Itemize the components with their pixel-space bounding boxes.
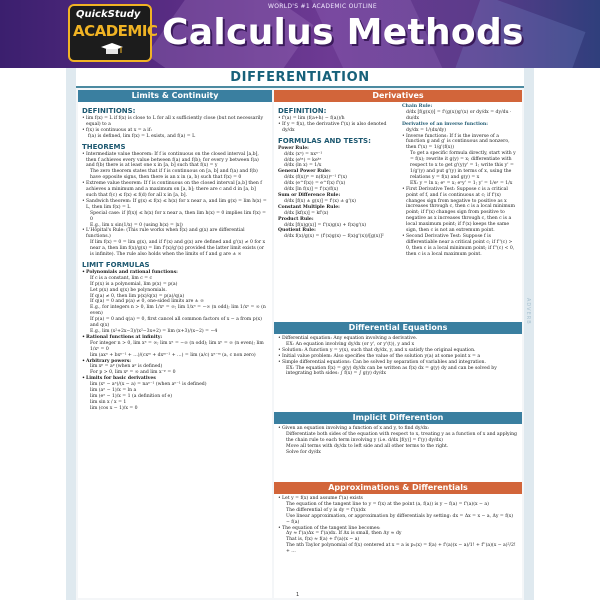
definitions-heading: DEFINITIONS:	[82, 107, 136, 115]
formula-line: d/dx [f(x) ± g(x)] = f'(x) ± g'(x)	[284, 198, 356, 204]
formula-line: d/dx [ln f(x)] = f'(x)/f(x)	[284, 187, 339, 193]
formula-line: General Power Rule:	[278, 169, 331, 175]
limit-line: • Arbitrary powers:	[82, 359, 268, 365]
page-number: 1	[296, 592, 300, 598]
right-line: • Inverse functions: If f is the inverse of a function g and g' is continuous and nonzero, then f'(x) = 1/g'(f(x))	[402, 134, 518, 152]
ad-line: That is, f(x) ≈ f(a) + f'(a)(x − a)	[286, 537, 360, 543]
right-line: Derivative of an inverse function:	[402, 121, 488, 127]
limit-line: If p(a) = 0 and q(a) = 0, first cancel all common factors of x − a from p(x) and q(x)	[90, 317, 262, 329]
right-line: • First Derivative Test: Suppose c is a critical point of f, and f is continuous at c; if f'(x) changes sign from negative to positive as x increases through c, then c is a local minimum point; if f'(x) changes sign from positive to negative as x increases through c, then c is a local maximum point; if f'(x) keeps the same sign, then c is not an extremum point.	[402, 187, 518, 234]
ad-line: The equation of the tangent line to y = f(x) at the point (a, f(a)) is y − f(a) = f'(a)(x − a)	[286, 501, 489, 507]
side-label: ADVERB	[525, 298, 531, 325]
graduation-cap-icon	[100, 42, 124, 56]
quickstudy-logo[interactable]: QuickStudy ACADEMIC	[68, 4, 152, 62]
header-banner	[0, 0, 600, 68]
theorem-line: • L'Hôpital's Rule: (This rule works when f(x) and g(x) are differential functions.)	[82, 228, 268, 240]
formula-line: d/dx (ln x) = 1/x	[284, 163, 322, 169]
formulas-heading: FORMULAS AND TESTS:	[278, 136, 371, 145]
theorem-line: The zero theorem states that if f is continuous on [a, b] and f(a) and f(b) have opposite signs, then there is an x in (a, b) such that f(x) = 0	[90, 169, 258, 181]
limit-line: lim (cos x − 1)/x = 0	[90, 405, 138, 411]
ad-line: The differential of y is dy = f'(x)dx	[286, 507, 366, 513]
right-line: To get a specific formula directly, start with y = f(x); rewrite it g(y) = x; differentiate with respect to x to get g'(y)y' = 1; write this y' = 1/g'(y) and put g'(y) in terms of x, using the relations y = f(x) and g(y) = x	[410, 151, 516, 180]
differential-equations-bar: Differential Equations	[274, 322, 522, 334]
limit-line: • Limits for basic derivatives	[82, 376, 268, 382]
implicit-differentiation-box	[274, 412, 522, 458]
limit-line: lim (eˣ − 1)/x = 1 (a definition of e)	[90, 393, 173, 399]
de-line: • Simple differential equations: Can be solved by separation of variables and integration.	[278, 360, 518, 366]
ad-line: Use linear approximation, or approximation by differentials by setting: dx = Δx = x − a, Δy = f(x) − f(a)	[286, 513, 514, 525]
approximations-bar: Approximations & Differentials	[274, 482, 522, 494]
def-line: f(a) is defined, lim f(x) = L exists, and f(a) = L	[88, 133, 196, 139]
limits-continuity-bar: Limits & Continuity	[78, 90, 272, 102]
formula-line: d/dx (eᵏˣ) = keᵏˣ	[284, 157, 322, 163]
tagline: WORLD'S #1 ACADEMIC OUTLINE	[268, 3, 377, 10]
de-line: • Differential equation: Any equation involving a derivative.	[278, 336, 518, 342]
derivatives-left	[274, 102, 398, 340]
formula-line: d/dx (f(x))ⁿ = n(f(x))ⁿ⁻¹ f'(x)	[284, 175, 347, 181]
id-line: Move all terms with dy/dx to left side and all other terms to the right.	[286, 443, 449, 449]
right-line: • Second Derivative Test: Suppose f is differentiable near a critical point c; if f''(c) > 0, then c is a local minimum point; if f''(c) < 0, then c is a local maximum point.	[402, 234, 518, 258]
limit-line: If p(x) is a polynomial, lim p(x) = p(a)	[90, 281, 178, 287]
right-margin	[534, 68, 600, 600]
definition-line: • f'(a) = lim (f(a+h) − f(a))/h	[278, 116, 394, 122]
theorem-line: • Extreme value theorem: If f is continuous on the closed interval [a,b] then f achieves a minimum and a maximum on [a, b]; there are c and d in [a, b] such that f(c) ≤ f(x) ≤ f(d) for all x in [a, b].	[82, 181, 268, 199]
theorems-heading: THEOREMS	[82, 142, 126, 151]
limit-line: If q(a) = 0 and p(a) ≠ 0, one-sided limits are ± ∞	[90, 299, 204, 305]
theorem-line: E.g., lim x sin(1/x) = 0 (using h(x) = |x|)	[90, 222, 183, 228]
limit-formulas-heading: LIMIT FORMULAS	[82, 260, 150, 269]
derivatives-right	[398, 102, 522, 340]
approximations-box	[274, 482, 522, 557]
id-line: Solve for dy/dx	[286, 449, 321, 455]
left-side-tab	[66, 68, 76, 600]
differential-equations-box	[274, 322, 522, 379]
theorem-line: • Sandwich theorem: If g(x) ≤ f(x) ≤ h(x) for x near a, and lim g(x) = lim h(x) = L, then lim f(x) = L	[82, 199, 268, 211]
ad-line: Δy ≈ f'(a)Δx = f'(a)dx. If Δx is small, then Δy ≈ dy	[286, 531, 402, 537]
limit-line: lim (xⁿ − aⁿ)/(x − a) = naⁿ⁻¹ (when aⁿ⁻¹ is defined)	[90, 382, 207, 388]
section-header	[76, 68, 524, 88]
page-title: Calculus Methods	[162, 12, 524, 53]
formula-line: Quotient Rule:	[278, 228, 316, 234]
right-line: EX: y = ln x; eʸ = x; eʸy' = 1; y' = 1/eʸ = 1/x	[410, 180, 513, 186]
limits-column	[78, 90, 272, 598]
right-line: dy/dx = 1/(dx/dy)	[406, 127, 447, 133]
ad-line: The nth Taylor polynomial of f(x) centered at x = a is pₙ(x) = f(a) + f'(a)(x − a)/1! + f''(a)(x − a)²/2! + …	[286, 543, 516, 555]
limit-line: For p > 0, lim xᵖ = ∞ and lim x⁻ᵖ = 0	[90, 370, 176, 376]
formula-line: Power Rule:	[278, 145, 309, 151]
limit-line: lim (axⁿ + bxⁿ⁻¹ + …)/(cxᵐ + dxᵐ⁻¹ + …) = lim (a/c) xⁿ⁻ᵐ (a, c non zero)	[90, 352, 256, 358]
right-line: Chain Rule:	[402, 104, 433, 109]
limit-line: E.g., lim (x²+2x−3)/(x²−3x+2) = lim (x+3)/(x−2) = −4	[90, 329, 218, 334]
formula-line: d/dx f(x)/g(x) = (f'(x)g(x) − f(x)g'(x))/[g(x)]²	[284, 234, 384, 240]
definition-heading: DEFINITION:	[278, 107, 327, 115]
limit-line: Let p(x) and q(x) be polynomials.	[90, 287, 167, 293]
ad-line: • The equation of the tangent line becomes:	[278, 526, 518, 532]
formula-line: Constant Multiple Rule:	[278, 204, 340, 210]
limit-line: E.g., for integers n > 0, lim 1/xⁿ = ∞; lim 1/xⁿ = −∞ (n odd); lim 1/xⁿ = ∞ (n even)	[90, 305, 266, 317]
limit-line: • Polynomials and rational functions:	[82, 270, 268, 276]
right-line: d/dx [f(g(x))] = f'(g(x))g'(x) or dy/dx = dy/du · du/dx	[406, 109, 512, 121]
de-line: EX: An equation involving dy/dx (or y', or y'(t)), y and x	[286, 341, 415, 347]
theorem-line: If lim f(x) = 0 = lim g(x), and if f'(x) and g(x) are defined and g'(x) ≠ 0 for x near a, then lim f(x)/g(x) = lim f'(x)/g'(x) provided the latter limit exists (or is infinite). The rule also holds when the limits of f and g are ± ∞	[90, 240, 266, 258]
id-line: • Given an equation involving a function of x and y, to find dy/dx:	[278, 426, 518, 432]
limit-line: If c is a constant, lim c = c	[90, 275, 153, 281]
derivatives-column	[274, 90, 522, 598]
de-line: • Solution: A function y = y(x), such that dy/dx, y, and x satisfy the original equation.	[278, 348, 518, 354]
de-line: • Initial value problem: Also specifies the value of the solution y(a) at some point x = a	[278, 354, 518, 360]
limit-line: lim xᵖ = aᵖ (when aᵖ is defined)	[90, 364, 163, 370]
ad-line: • Let y = f(x) and assume f'(a) exists	[278, 496, 518, 502]
formula-line: d/dx (e^f(x)) = e^f(x) f'(x)	[284, 181, 346, 187]
left-margin	[0, 68, 66, 600]
limit-line: For integer n > 0, lim xⁿ = ∞; lim xⁿ = −∞ (n odd); lim xⁿ = ∞ (n even); lim 1/xⁿ = 0	[90, 340, 264, 352]
definition-line: • If y = f(x), the derivative f'(x) is also denoted dy/dx	[278, 122, 394, 134]
right-side-tab	[524, 68, 534, 600]
formula-line: Product Rule:	[278, 216, 314, 222]
formula-line: d/dx (xⁿ) = nxⁿ⁻¹	[284, 151, 323, 157]
limit-line: lim sin x / x = 1	[90, 399, 127, 405]
formula-line: Sum or Difference Rule:	[278, 192, 341, 198]
def-line: • lim f(x) = L if f(x) is close to L for all x sufficiently close (but not necessarily equal) to a	[82, 116, 268, 128]
formula-line: d/dx [kf(x)] = kf'(x)	[284, 210, 329, 216]
theorem-line: • Intermediate value theorem: If f is continuous on the closed interval [a,b], then f achieves every value between f(a) and f(b); for every y between f(a) and f(b) there is at least one x in [a, b] such that f(x) = y	[82, 152, 268, 170]
implicit-differentiation-bar: Implicit Differention	[274, 412, 522, 424]
theorem-line: Special case: if |f(x)| ≤ h(x) for x near a, then lim h(x) = 0 implies lim f(x) = 0	[90, 210, 266, 222]
limit-line: • Rational functions at infinity:	[82, 335, 268, 341]
section-title: DIFFERENTIATION	[230, 70, 370, 85]
def-line: • f(x) is continuous at x = a if:	[82, 128, 268, 134]
derivatives-bar: Derivatives	[274, 90, 522, 102]
limit-line: If q(a) ≠ 0, then lim p(x)/q(x) = p(a)/q(a)	[90, 293, 185, 299]
limit-line: lim (aˣ − 1)/x = ln a	[90, 388, 137, 394]
id-line: Differentiate both sides of the equation with respect to x, treating y as a function of x and applying the chain rule to each term involving y (i.e. d/dx [f(y)] = f'(y) dy/dx)	[286, 431, 517, 443]
formula-line: d/dx [f(x)g(x)] = f'(x)g(x) + f(x)g'(x)	[284, 222, 367, 228]
de-line: EX: The equation f(x) = g(y) dy/dx can be written as f(x) dx = g(y) dy and can be solved by integrating both sides: ∫ f(x) = ∫ g(y) dy/dx	[286, 365, 497, 377]
